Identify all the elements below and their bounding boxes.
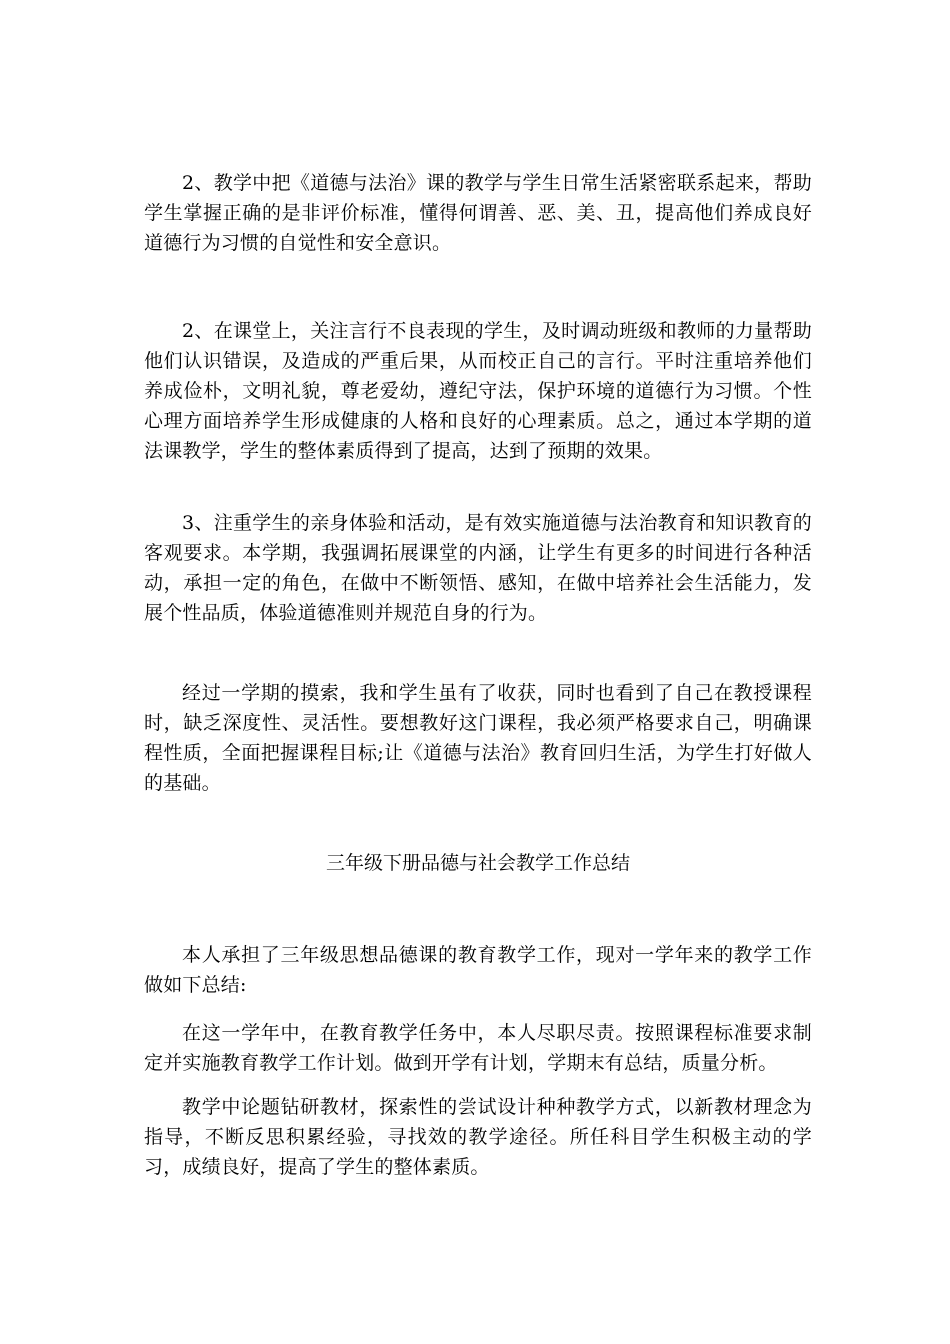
paragraph-6: 在这一学年中，在教育教学任务中，本人尽职尽责。按照课程标准要求制定并实施教育教学工作计划。做到开学有计划，学期末有总结，质量分析。 bbox=[144, 1022, 812, 1074]
paragraph-5: 本人承担了三年级思想品德课的教育教学工作，现对一学年来的教学工作做如下总结: bbox=[144, 944, 812, 996]
section-title: 三年级下册品德与社会教学工作总结 bbox=[325, 852, 630, 874]
paragraph-1: 2、教学中把《道德与法治》课的教学与学生日常生活紧密联系起来，帮助学生掌握正确的是非评价标准，懂得何谓善、恶、美、丑，提高他们养成良好道德行为习惯的自觉性和安全意识。 bbox=[144, 172, 812, 254]
paragraph-3: 3、注重学生的亲身体验和活动，是有效实施道德与法治教育和知识教育的客观要求。本学期，我强调拓展课堂的内涵，让学生有更多的时间进行各种活动，承担一定的角色，在做中不断领悟、感知，在做中培养社会生活能力，发展个性品质，体验道德准则并规范自身的行为。 bbox=[144, 512, 812, 624]
paragraph-2: 2、在课堂上，关注言行不良表现的学生，及时调动班级和教师的力量帮助他们认识错误，及造成的严重后果，从而校正自己的言行。平时注重培养他们养成俭朴，文明礼貌，尊老爱幼，遵纪守法，保护环境的道德行为习惯。个性心理方面培养学生形成健康的人格和良好的心理素质。总之，通过本学期的道法课教学，学生的整体素质得到了提高，达到了预期的效果。 bbox=[144, 320, 812, 462]
paragraph-7: 教学中论题钻研教材，探索性的尝试设计种种教学方式，以新教材理念为指导，不断反思积累经验，寻找效的教学途径。所任科目学生积极主动的学习，成绩良好，提高了学生的整体素质。 bbox=[144, 1096, 812, 1178]
paragraph-4: 经过一学期的摸索，我和学生虽有了收获，同时也看到了自己在教授课程时，缺乏深度性、灵活性。要想教好这门课程，我必须严格要求自己，明确课程性质，全面把握课程目标;让《道德与法治》教育回归生活，为学生打好做人的基础。 bbox=[144, 682, 812, 794]
